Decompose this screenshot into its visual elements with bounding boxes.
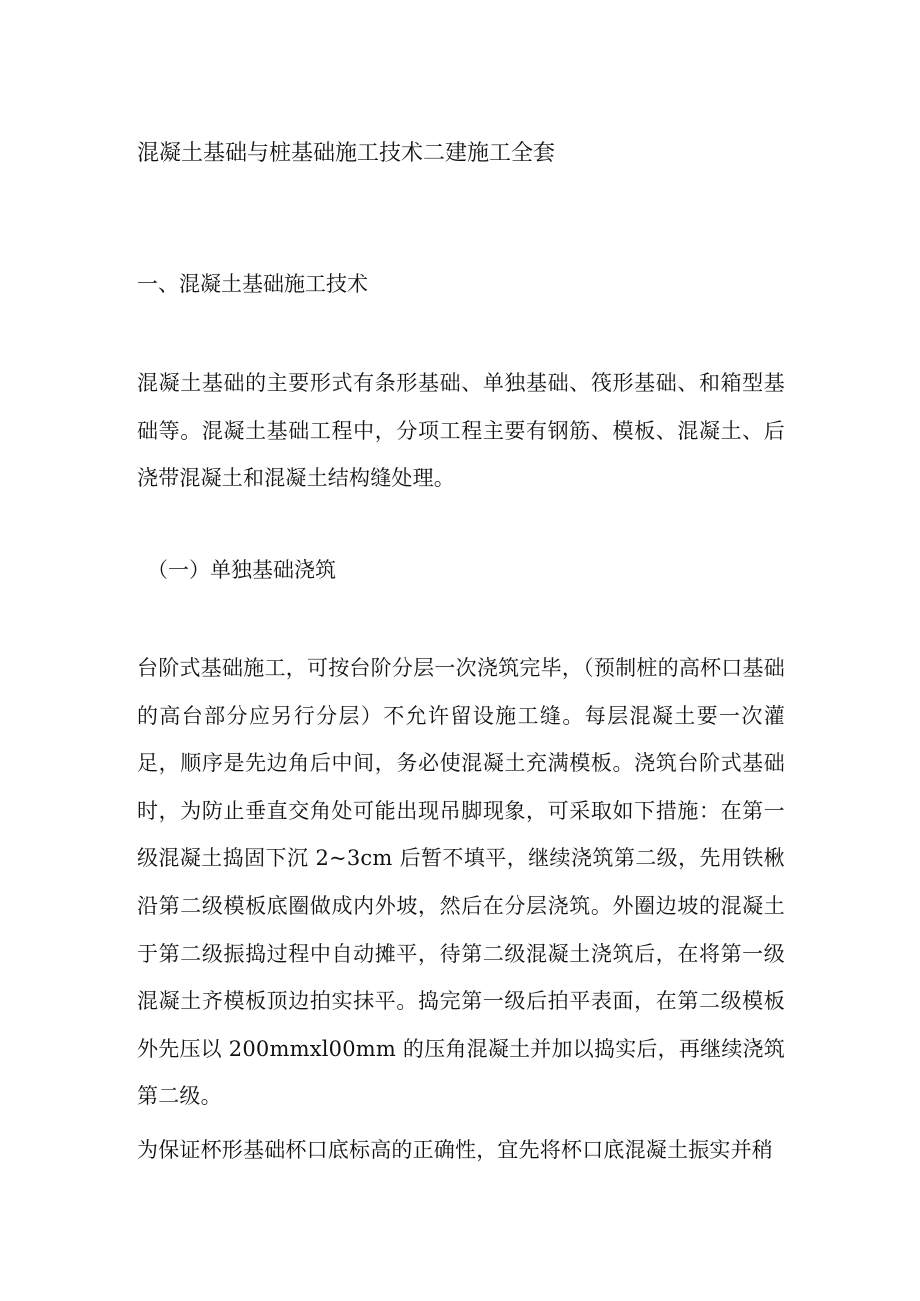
section-heading: 一、混凝土基础施工技术 bbox=[137, 272, 368, 296]
body-paragraph: 台阶式基础施工，可按台阶分层一次浇筑完毕，（预制桩的高杯口基础的高台部分应另行分层）不允许留设施工缝。每层混凝土要一次灌足，顺序是先边角后中间，务必使混凝土充满模板。浇筑台阶式基础时，为防止垂直交角处可能出现吊脚现象，可采取如下措施：在第一级混凝土捣固下沉 2~3cm 后暂不填平，继续浇筑第二级，先用铁楸沿第二级模板底圈做成内外坡，然后在分层浇筑。外圈边坡的混凝土于第二级振捣过程中自动摊平，待第二级混凝土浇筑后，在将第一级混凝土齐模板顶边拍实抹平。捣完第一级后拍平表面，在第二级模板外先压以 200mmxl00mm 的压角混凝土并加以捣实后，再继续浇筑第二级。 bbox=[137, 656, 785, 1109]
last-paragraph: 为保证杯形基础杯口底标高的正确性，宜先将杯口底混凝土振实并稍 bbox=[137, 1138, 773, 1162]
subsection-heading: （一）单独基础浇筑 bbox=[147, 558, 336, 582]
intro-paragraph: 混凝土基础的主要形式有条形基础、单独基础、筏形基础、和箱型基础等。混凝土基础工程中，分项工程主要有钢筋、模板、混凝土、后浇带混凝土和混凝土结构缝处理。 bbox=[137, 371, 785, 491]
document-title: 混凝土基础与桩基础施工技术二建施工全套 bbox=[137, 141, 556, 166]
